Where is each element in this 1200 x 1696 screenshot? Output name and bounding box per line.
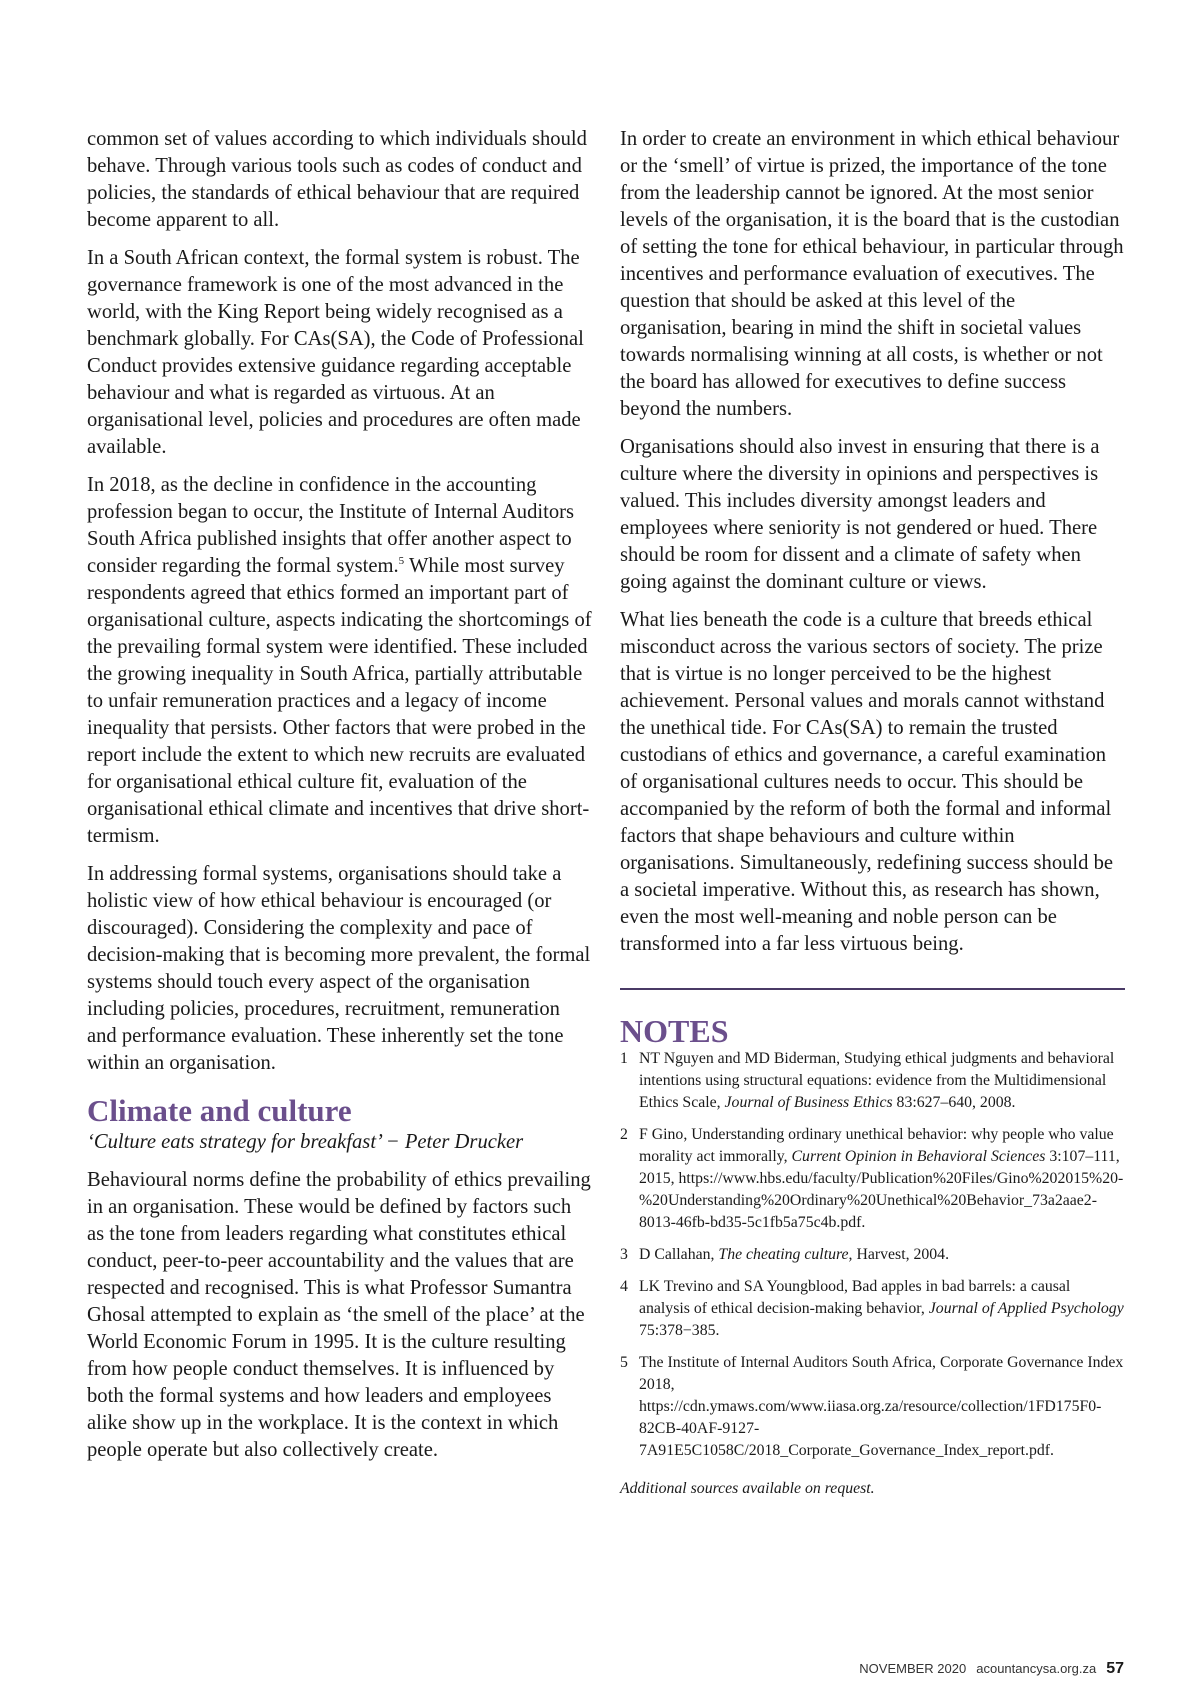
note-item: [620, 1048, 1125, 1114]
body-paragraph: common set of values according to which individuals should behave. Through various tools such as codes of conduct and policies, the standards of ethical behaviour that are required become apparent to all.: [87, 128, 587, 231]
body-paragraph: In addressing formal systems, organisations should take a holistic view of how ethical behaviour is encouraged (or discouraged). Considering the complexity and pace of decision-making that is becoming more prevalent, the formal systems should touch every aspect of the organisation including policies, procedures, recruitment, remuneration and performance evaluation. These inherently set the tone within an organisation.: [87, 863, 591, 1074]
note-journal: Current Opinion in Behavioral Sciences: [791, 1148, 1046, 1165]
note-number: 4: [620, 1278, 628, 1295]
right-column: [620, 126, 1125, 1500]
notes-list: [620, 1048, 1125, 1462]
note-number: 3: [620, 1246, 628, 1263]
body-paragraph: In a South African context, the formal system is robust. The governance framework is one of the most advanced in the world, with the King Report being widely recognised as a benchmark globally. For CAs(SA), the Code of Professional Conduct provides extensive guidance regarding acceptable behaviour and what is regarded as virtuous. At an organisational level, policies and procedures are often made available.: [87, 247, 584, 458]
note-journal: The cheating culture,: [718, 1246, 853, 1263]
notes-title: NOTES: [620, 1013, 729, 1049]
body-paragraph: In order to create an environment in which ethical behaviour or the ‘smell’ of virtue is prized, the importance of the tone from the leadership cannot be ignored. At the most senior levels of the organisation, it is the board that is the custodian of setting the tone for ethical behaviour, in particular through incentives and performance evaluation of executives. The question that should be asked at this level of the organisation, bearing in mind the shift in societal values towards normalising winning at all costs, is whether or not the board has allowed for executives to define success beyond the numbers.: [620, 128, 1124, 420]
note-number: 5: [620, 1354, 628, 1371]
body-paragraph: Organisations should also invest in ensuring that there is a culture where the diversity in opinions and perspectives is valued. This includes diversity amongst leaders and employees where seniority is not gendered or hued. There should be room for dissent and a climate of safety when going against the dominant culture or views.: [620, 436, 1100, 593]
note-text-part: Harvest, 2004.: [852, 1246, 950, 1263]
note-number: 2: [620, 1126, 628, 1143]
note-text: [639, 1048, 1125, 1114]
note-text-part[interactable]: The Institute of Internal Auditors South Africa, Corporate Governance Index 2018, https://cdn.ymaws.com/www.iiasa.org.za/resource/collection/1FD175F0-82CB-40AF-9127-7A91E5C1058C/2018_Corporate_Governance_Index_report.pdf.: [639, 1354, 1124, 1459]
body-paragraph: What lies beneath the code is a culture that breeds ethical misconduct across the various sectors of society. The prize that is virtue is no longer perceived to be the highest achievement. Personal values and morals cannot withstand the unethical tide. For CAs(SA) to remain the trusted custodians of ethics and governance, a careful examination of organisational cultures needs to occur. This should be accompanied by the reform of both the formal and informal factors that shape behaviours and culture within organisations. Simultaneously, redefining success should be a societal imperative. Without this, as research has shown, even the most well-meaning and noble person can be transformed into a far less virtuous being.: [620, 609, 1114, 955]
note-text-part[interactable]: 3:107–111, 2015, https://www.hbs.edu/faculty/Publication%20Files/Gino%202015%20-%20Understanding%20Ordinary%20Unethical%20Behavior_73a2aae2-8013-46fb-bd35-5c1fb5a75c4b.pdf.: [639, 1148, 1124, 1231]
note-text-part: NT Nguyen and MD Biderman, Studying ethical judgments and behavioral intentions using structural equations: evidence from the Multidimensional Ethics Scale,: [639, 1050, 1115, 1111]
divider: [620, 988, 1125, 990]
note-number: 1: [620, 1050, 628, 1067]
note-text-part: D Callahan,: [639, 1246, 719, 1263]
body-paragraph: [87, 472, 592, 850]
website[interactable]: acountancysa.org.za: [976, 1661, 1097, 1676]
body-text: While most survey respondents agreed that ethics formed an important part of organisational culture, aspects indicating the shortcomings of the prevailing formal system were identified. These included the growing inequality in South Africa, partially attributable to unfair remuneration practices and a legacy of income inequality that persists. Other factors that were probed in the report include the extent to which new recruits are evaluated for organisational ethical culture fit, evaluation of the organisational ethical climate and incentives that drive short-termism.: [87, 555, 592, 847]
note-item: [620, 1352, 1125, 1462]
note-text: [639, 1124, 1125, 1234]
note-text: [639, 1244, 1125, 1266]
note-journal: Journal of Applied Psychology: [928, 1300, 1124, 1317]
footnote-ref[interactable]: 5: [398, 555, 405, 568]
body-text: In 2018, as the decline in confidence in the accounting profession began to occur, the Institute of Internal Auditors South Africa published insights that offer another aspect to consider regarding the formal system.: [87, 474, 575, 577]
page-number: 57: [1106, 1660, 1124, 1677]
note-journal: Journal of Business Ethics: [724, 1094, 893, 1111]
note-text: [639, 1352, 1125, 1462]
note-text-part: LK Trevino and SA Youngblood, Bad apples in bad barrels: a causal analysis of ethical decision-making behavior,: [639, 1278, 1071, 1317]
note-text: [639, 1276, 1125, 1342]
section-heading: Climate and culture: [87, 1093, 352, 1128]
note-text-part: 83:627–640, 2008.: [892, 1094, 1016, 1111]
epigraph-quote: ‘Culture eats strategy for breakfast’ − Peter Drucker: [87, 1131, 524, 1153]
left-column: [87, 126, 592, 1475]
note-text-part: F Gino, Understanding ordinary unethical behavior: why people who value morality act immorally,: [639, 1126, 1114, 1165]
note-item: [620, 1276, 1125, 1342]
additional-sources: Additional sources available on request.: [620, 1480, 875, 1497]
issue-date: NOVEMBER 2020: [859, 1661, 967, 1676]
note-item: [620, 1124, 1125, 1234]
page-footer: [859, 1660, 1124, 1678]
note-item: [620, 1244, 1125, 1266]
body-paragraph: Behavioural norms define the probability of ethics prevailing in an organisation. These would be defined by factors such as the tone from leaders regarding what constitutes ethical conduct, peer-to-peer accountability and the values that are respected and recognised. This is what Professor Sumantra Ghosal attempted to explain as ‘the smell of the place’ at the World Economic Forum in 1995. It is the culture resulting from how people conduct themselves. It is influenced by both the formal systems and how leaders and employees alike show up in the workplace. It is the context in which people operate but also collectively create.: [87, 1169, 591, 1461]
note-text-part: 75:378−385.: [639, 1322, 720, 1339]
